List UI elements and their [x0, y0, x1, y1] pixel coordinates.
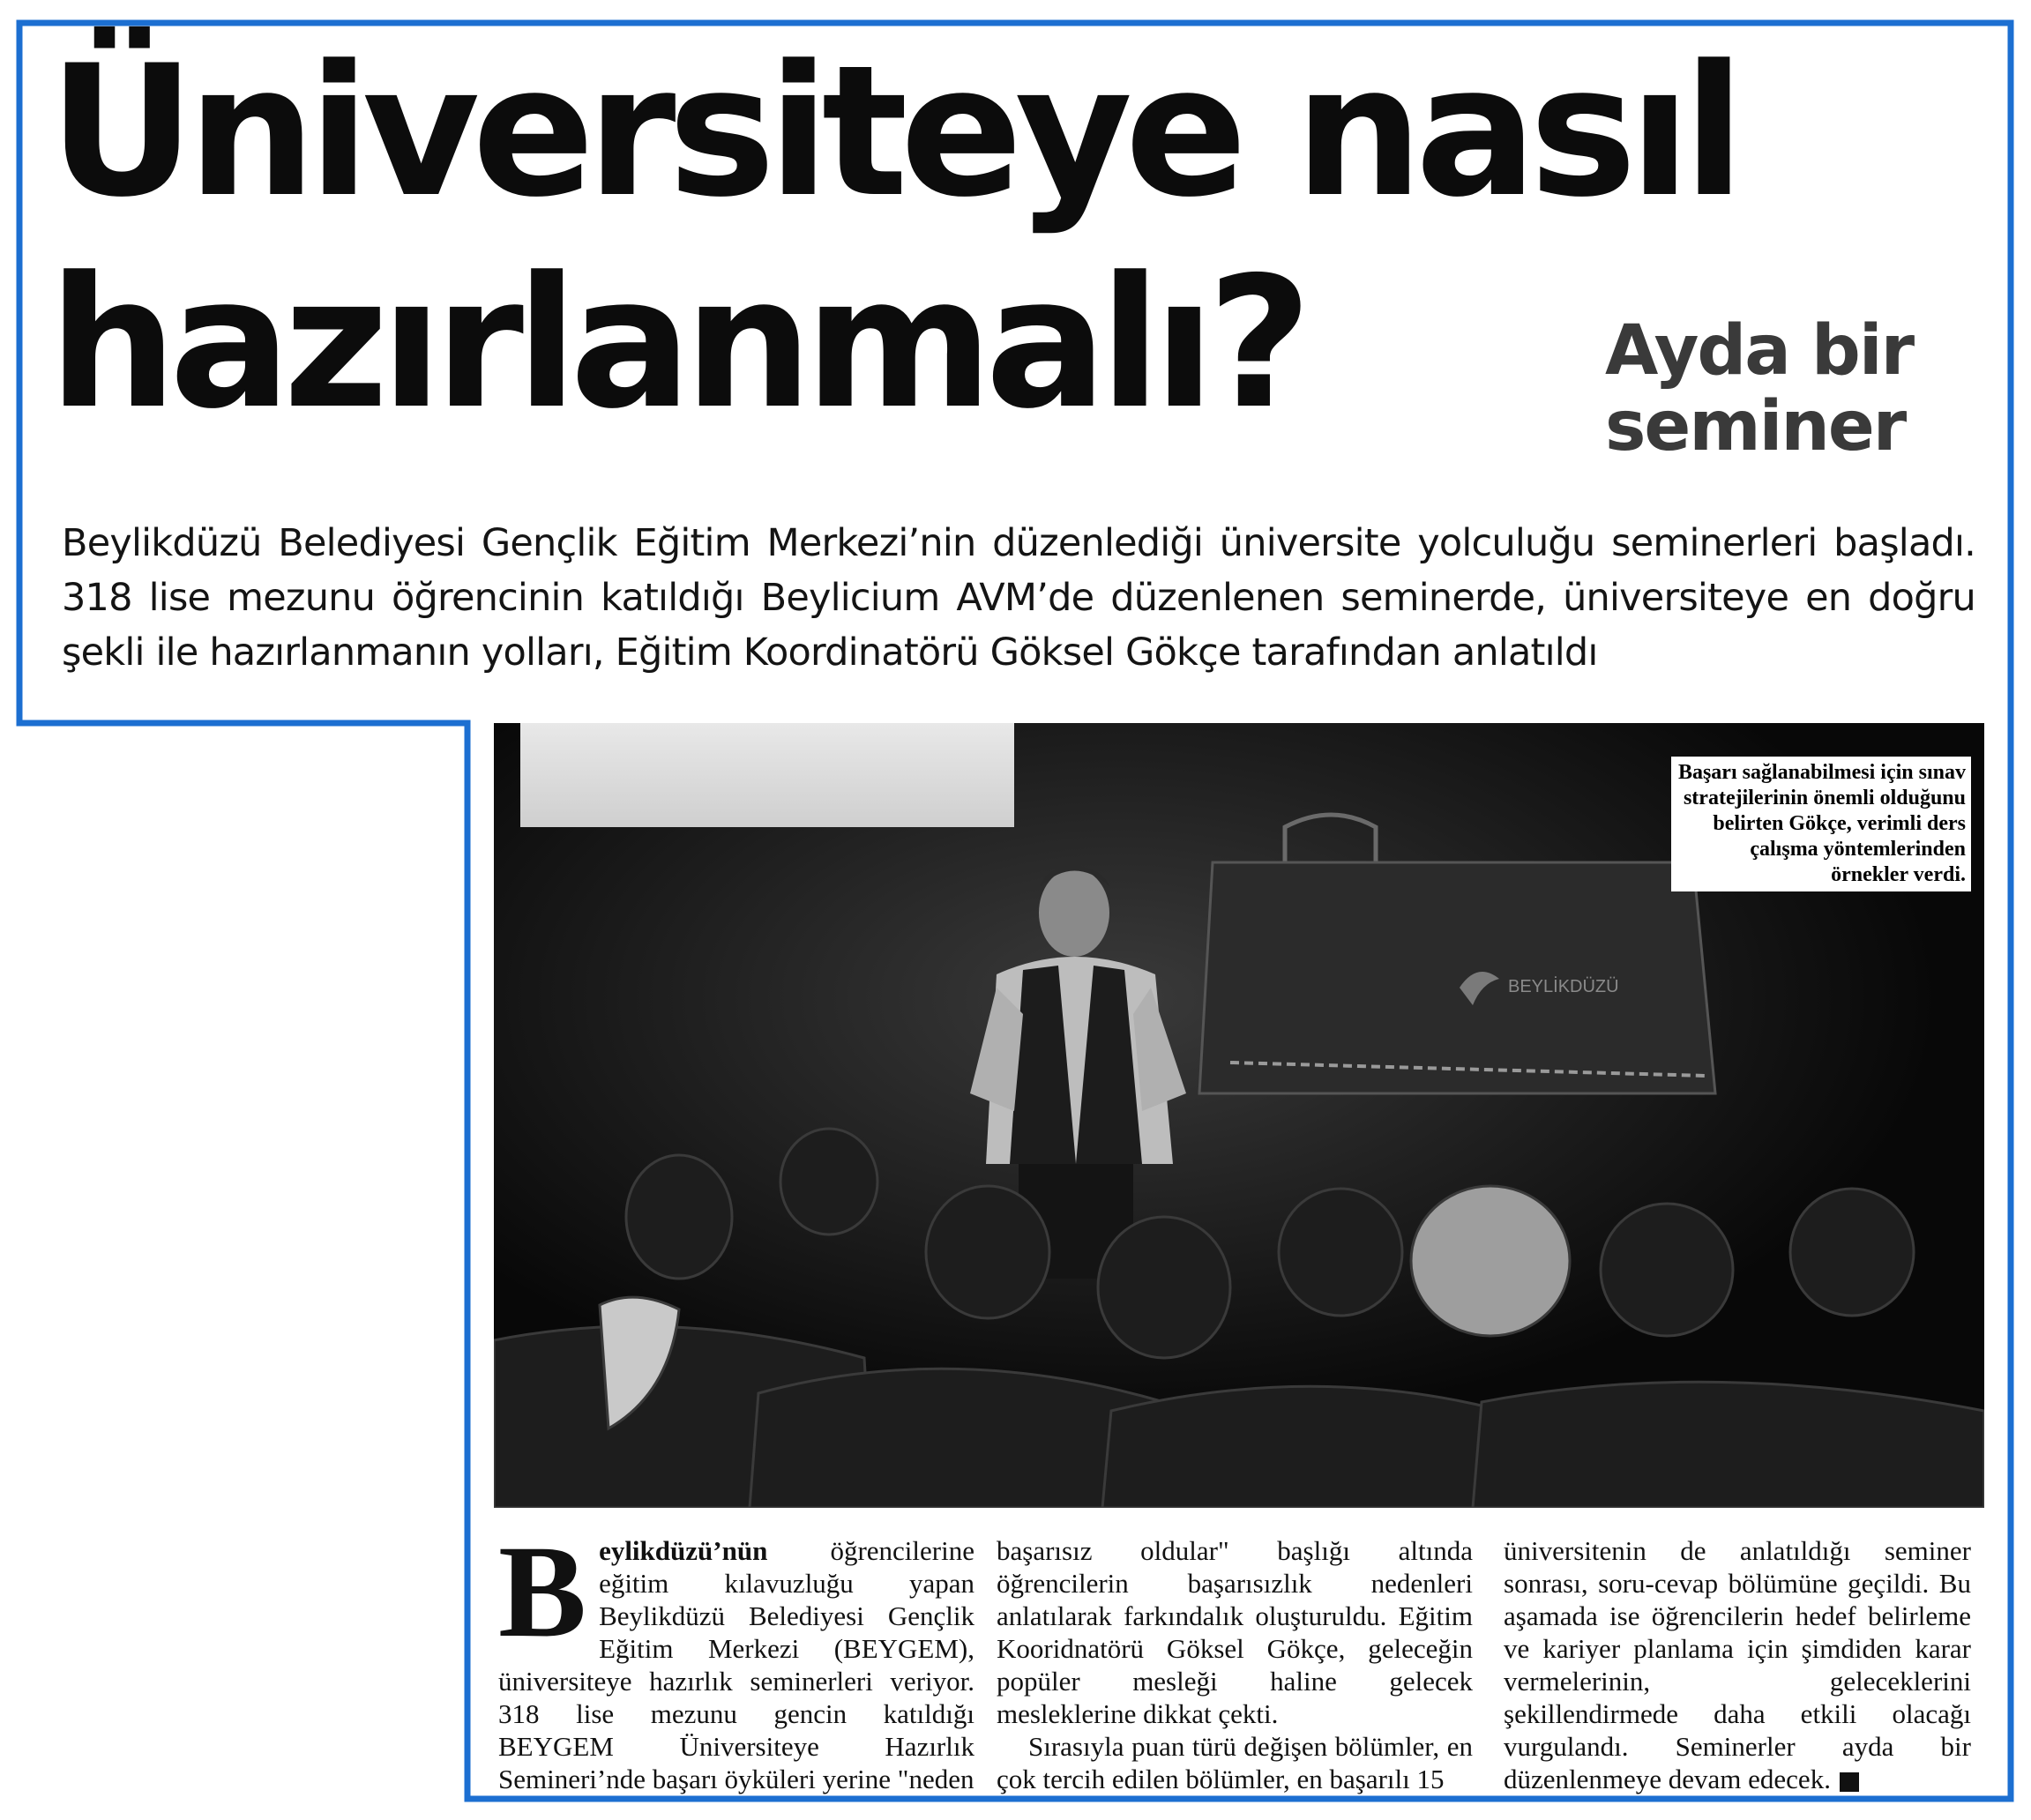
article-column-3: [1504, 1534, 1971, 1795]
stage-table: [1199, 862, 1715, 1093]
article-column-1-text: öğrencilerine eğitim kılavuzluğu yapan Beylikdüzü Belediyesi Gençlik Eğitim Merkezi (BEYGEM), üniversiteye hazırlık seminerleri veriyor. 318 lise mezunu gencin katıldığı BEYGEM Üniversiteye Hazırlık Semineri’nde başarı öyküleri yerine "neden: [498, 1535, 974, 1794]
headline-line-1: Üniversiteye nasıl: [49, 27, 1737, 237]
article-column-2-paragraph-2: Sırasıyla puan türü değişen bölümler, en çok tercih edilen bölümler, en başarılı 15: [997, 1731, 1473, 1794]
photo-caption: Başarı sağlanabilmesi için sınav stratejilerinin önemli olduğunu belirten Gökçe, verimli ders çalışma yöntemlerinden örnekler verdi.: [1671, 757, 1971, 891]
lead-bold-text: eylikdüzü’nün: [599, 1535, 768, 1566]
article-column-2-paragraph-1: başarısız oldular" başlığı altında öğrencilerin başarısızlık nedenleri anlatılarak farkındalık oluşturuldu. Eğitim Kooridnatörü Göksel Gökçe, geleceğin popüler mesleği haline gelecek mesleklerine dikkat çekti.: [997, 1535, 1473, 1729]
article-column-3-text: üniversitenin de anlatıldığı seminer sonrası, soru-cevap bölümüne geçildi. Bu aşamada ise öğrencilerin hedef belirleme ve kariyer planlama için şimdiden karar vermelerinin, geleceklerini şekillendirmede daha etkili olacağı vurgulandı. Seminerler ayda bir düzenlenmeye devam edecek.: [1504, 1535, 1971, 1794]
drop-cap: B: [498, 1518, 587, 1665]
deck-paragraph: Beylikdüzü Belediyesi Gençlik Eğitim Merkezi’nin düzenlediği üniversite yolculuğu seminerleri başladı. 318 lise mezunu öğrencinin katıldığı Beylicium AVM’de düzenlenen seminerde, üniversiteye en doğru şekli ile hazırlanmanın yolları, Eğitim Koordinatörü Göksel Gökçe tarafından anlatıldı: [62, 521, 1975, 675]
kicker-line-1: Ayda bir: [1605, 311, 1914, 391]
kicker-line-2: seminer: [1605, 387, 1906, 466]
headline-line-2: hazırlanmalı?: [49, 239, 1304, 449]
article-column-1: [498, 1518, 974, 1795]
projection-screen: [520, 723, 1014, 827]
article-column-2: [997, 1534, 1473, 1795]
kicker: [1605, 313, 1958, 465]
end-of-article-mark: [1840, 1772, 1859, 1792]
table-logo-text: BEYLİKDÜZÜ: [1508, 977, 1619, 996]
